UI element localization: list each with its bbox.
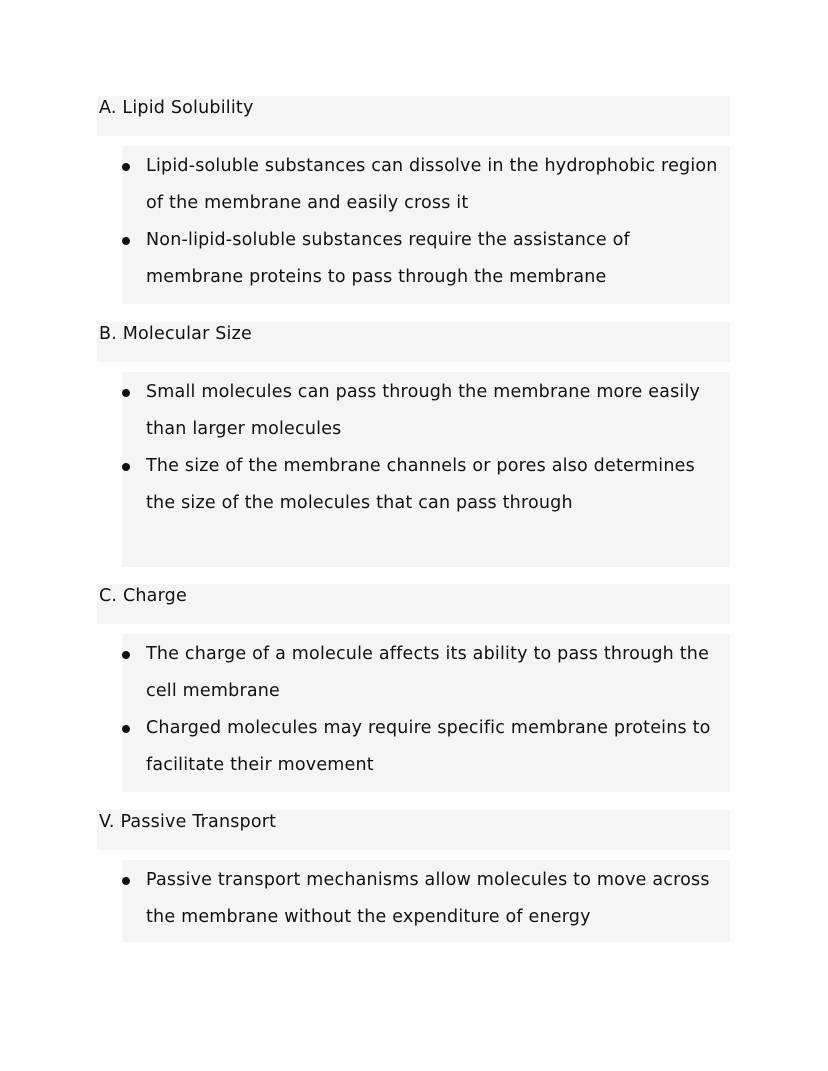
list-item <box>122 636 730 710</box>
section-heading-lipid-solubility: A. Lipid Solubility <box>97 96 730 136</box>
bullet-list-charge <box>122 634 730 792</box>
list-item <box>122 374 730 448</box>
bullet-list-passive-transport <box>122 860 730 942</box>
bullet-dot-icon <box>122 651 130 659</box>
bullet-dot-icon <box>122 725 130 733</box>
section-heading-molecular-size: B. Molecular Size <box>97 322 730 362</box>
list-item <box>122 222 730 296</box>
bullet-list-lipid-solubility <box>122 146 730 304</box>
bullet-dot-icon <box>122 877 130 885</box>
list-item-text: The size of the membrane channels or pores also determines the size of the molecules that can pass through <box>146 456 695 513</box>
bullet-dot-icon <box>122 463 130 471</box>
list-item <box>122 710 730 784</box>
bullet-dot-icon <box>122 163 130 171</box>
list-item-text: Small molecules can pass through the membrane more easily than larger molecules <box>146 382 701 439</box>
list-item-text: Charged molecules may require specific membrane proteins to facilitate their movement <box>146 718 711 775</box>
bullet-dot-icon <box>122 237 130 245</box>
list-item-text: Lipid-soluble substances can dissolve in the hydrophobic region of the membrane and easily cross it <box>146 156 718 213</box>
list-item-text: The charge of a molecule affects its ability to pass through the cell membrane <box>146 644 710 701</box>
section-heading-passive-transport: V. Passive Transport <box>97 810 730 850</box>
list-item <box>122 448 730 522</box>
bullet-dot-icon <box>122 389 130 397</box>
list-item-text: Passive transport mechanisms allow molecules to move across the membrane without the expenditure of energy <box>146 870 710 927</box>
bullet-list-molecular-size <box>122 372 730 567</box>
list-item <box>122 862 730 936</box>
section-heading-charge: C. Charge <box>97 584 730 624</box>
list-item-text: Non-lipid-soluble substances require the assistance of membrane proteins to pass through the membrane <box>146 230 630 287</box>
list-item <box>122 148 730 222</box>
